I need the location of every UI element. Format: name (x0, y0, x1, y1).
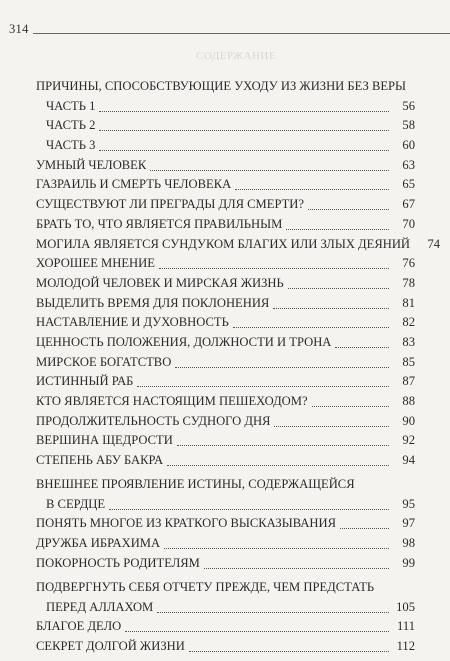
toc-entry-title: ВЫДЕЛИТЬ ВРЕМЯ ДЛЯ ПОКЛОНЕНИЯ (36, 295, 270, 310)
dot-leader (109, 509, 389, 510)
toc-entry (36, 597, 415, 617)
dot-leader (204, 568, 389, 569)
toc-entry-title: ВЕРШИНА ЩЕДРОСТИ (36, 433, 173, 448)
toc-entry-page-number: 111 (397, 619, 415, 634)
dot-leader (125, 631, 389, 632)
toc-entry (36, 254, 415, 274)
toc-entry-page-number: 56 (402, 98, 415, 113)
toc-entry (36, 372, 415, 392)
toc-entry-page-number: 99 (402, 555, 415, 570)
dot-leader (340, 528, 389, 529)
toc-entry (36, 553, 415, 573)
toc-entry-title: СУЩЕСТВУЮТ ЛИ ПРЕГРАДЫ ДЛЯ СМЕРТИ? (36, 197, 304, 212)
toc-entry (36, 313, 415, 333)
dot-leader (274, 426, 389, 427)
toc-entry-title: УМНЫЙ ЧЕЛОВЕК (36, 157, 147, 172)
toc-entry-page-number: 83 (402, 334, 415, 349)
dot-leader (137, 386, 389, 387)
toc-entry-page-number: 88 (402, 394, 415, 408)
dot-leader (177, 445, 389, 446)
toc-entry-title: БЛАГОЕ ДЕЛО (36, 619, 122, 634)
toc-entry (36, 636, 415, 656)
toc-entry (36, 411, 415, 431)
dot-leader (308, 209, 389, 210)
toc-entry-title: КТО ЯВЛЯЕТСЯ НАСТОЯЩИМ ПЕШЕХОДОМ? (36, 394, 308, 408)
toc-entry-page-number: 82 (402, 315, 415, 330)
toc-entry-title: СЕКРЕТ ДОЛГОЙ ЖИЗНИ (36, 638, 185, 653)
toc-entry-page-number: 98 (402, 536, 415, 551)
toc-entry-page-number: 65 (402, 177, 415, 192)
toc-entry (36, 155, 415, 175)
toc-entry-page-number: 90 (402, 413, 415, 428)
toc-entry-page-number: 67 (402, 197, 415, 212)
dot-leader (164, 548, 389, 549)
toc-entry (36, 450, 415, 470)
toc-entry-page-number: 78 (402, 275, 415, 290)
toc-entry-page-number: 63 (402, 157, 415, 172)
toc-entry-title: МОЛОДОЙ ЧЕЛОВЕК И МИРСКАЯ ЖИЗНЬ (36, 275, 284, 290)
toc-entry-page-number: 60 (402, 138, 415, 153)
toc-entry-title: ЧАСТЬ 3 (46, 138, 96, 153)
toc-entry-title: ГАЗРАИЛЬ И СМЕРТЬ ЧЕЛОВЕКА (36, 177, 232, 192)
toc-entry (36, 470, 415, 494)
dot-leader (189, 651, 389, 652)
toc-entry-page-number: 87 (402, 374, 415, 389)
dot-leader (273, 308, 389, 309)
toc-entry-title: МОГИЛА ЯВЛЯЕТСЯ СУНДУКОМ БЛАГИХ ИЛИ ЗЛЫХ ДЕЯНИЙ (36, 236, 411, 251)
toc-entry (36, 352, 415, 372)
toc-entry-title: ЦЕННОСТЬ ПОЛОЖЕНИЯ, ДОЛЖНОСТИ И ТРОНА (36, 334, 332, 349)
dot-leader (312, 406, 389, 407)
page-number: 314 (9, 22, 29, 36)
toc-entry (36, 514, 415, 534)
toc-entry-page-number: 95 (402, 496, 415, 511)
toc-entry (36, 332, 415, 352)
toc-entry-title: ПОКОРНОСТЬ РОДИТЕЛЯМ (36, 555, 200, 570)
dot-leader (175, 367, 389, 368)
dot-leader (159, 268, 389, 269)
toc-entry (36, 116, 415, 136)
toc-entry-title: ХОРОШЕЕ МНЕНИЕ (36, 256, 155, 271)
toc-entry-title: ИСТИННЫЙ РАБ (36, 374, 134, 389)
toc-entry (36, 573, 415, 597)
dot-leader (99, 130, 389, 131)
toc-entry-page-number: 74 (427, 236, 441, 251)
toc-entry-page-number: 85 (402, 354, 415, 369)
toc-entry-title: НАСТАВЛЕНИЕ И ДУХОВНОСТЬ (36, 315, 229, 330)
dot-leader (235, 189, 389, 190)
toc-entry-title: СТЕПЕНЬ АБУ БАКРА (36, 453, 164, 468)
toc-entry-title: БРАТЬ ТО, ЧТО ЯВЛЯЕТСЯ ПРАВИЛЬНЫМ (36, 216, 283, 231)
toc-entry (36, 96, 415, 116)
header-rule (33, 33, 450, 34)
dot-leader (167, 465, 389, 466)
toc-entry-title: ПРОДОЛЖИТЕЛЬНОСТЬ СУДНОГО ДНЯ (36, 413, 271, 428)
toc-entry-page-number: 92 (402, 433, 415, 448)
dot-leader (99, 150, 389, 151)
show-through-heading: СОДЕРЖАНИЕ (196, 50, 277, 62)
toc-entry-page-number: 81 (402, 295, 415, 310)
toc-entry (36, 431, 415, 451)
dot-leader (286, 229, 389, 230)
toc-entry (36, 391, 415, 411)
toc-entry (36, 617, 415, 637)
toc-entry (36, 135, 415, 155)
toc-entry (36, 293, 415, 313)
toc-entry (36, 234, 441, 254)
toc-entry-page-number: 58 (402, 118, 415, 133)
toc-entry-title: ДРУЖБА ИБРАХИМА (36, 536, 161, 551)
dot-leader (157, 612, 389, 613)
toc-entry (36, 533, 415, 553)
toc-entry-page-number: 76 (402, 256, 415, 271)
toc-entry-title: ЧАСТЬ 1 (46, 98, 96, 113)
toc-entry-page-number: 94 (402, 453, 415, 468)
toc-entry (36, 194, 415, 214)
toc-entry (36, 175, 415, 195)
toc-entry-title: ПОДВЕРГНУТЬ СЕБЯ ОТЧЕТУ ПРЕЖДЕ, ЧЕМ ПРЕДСТАТЬ (36, 579, 375, 594)
toc-entry-title: В СЕРДЦЕ (46, 496, 106, 511)
toc-entry-title: ПЕРЕД АЛЛАХОМ (46, 599, 154, 614)
dot-leader (150, 170, 389, 171)
toc-entry-title: ВНЕШНЕЕ ПРОЯВЛЕНИЕ ИСТИНЫ, СОДЕРЖАЩЕЙСЯ (36, 477, 355, 492)
toc-entry-title: ЧАСТЬ 2 (46, 118, 96, 133)
toc-entry-page-number: 70 (402, 216, 415, 231)
toc-entry-page-number: 105 (396, 599, 415, 614)
toc-entry (36, 494, 415, 514)
dot-leader (233, 327, 389, 328)
dot-leader (335, 347, 389, 348)
toc-entry-page-number: 112 (396, 638, 415, 653)
toc-entry-title: МИРСКОЕ БОГАТСТВО (36, 354, 172, 369)
toc-entry (36, 273, 415, 293)
dot-leader (99, 111, 389, 112)
toc-entry-title: ПОНЯТЬ МНОГОЕ ИЗ КРАТКОГО ВЫСКАЗЫВАНИЯ (36, 516, 337, 531)
toc-entry-title: ПРИЧИНЫ, СПОСОБСТВУЮЩИЕ УХОДУ ИЗ ЖИЗНИ БЕЗ ВЕРЫ (36, 79, 407, 93)
toc-entry-page-number: 97 (402, 516, 415, 531)
toc-entry (36, 214, 415, 234)
table-of-contents (36, 72, 441, 656)
dot-leader (288, 288, 389, 289)
toc-entry (36, 72, 415, 96)
